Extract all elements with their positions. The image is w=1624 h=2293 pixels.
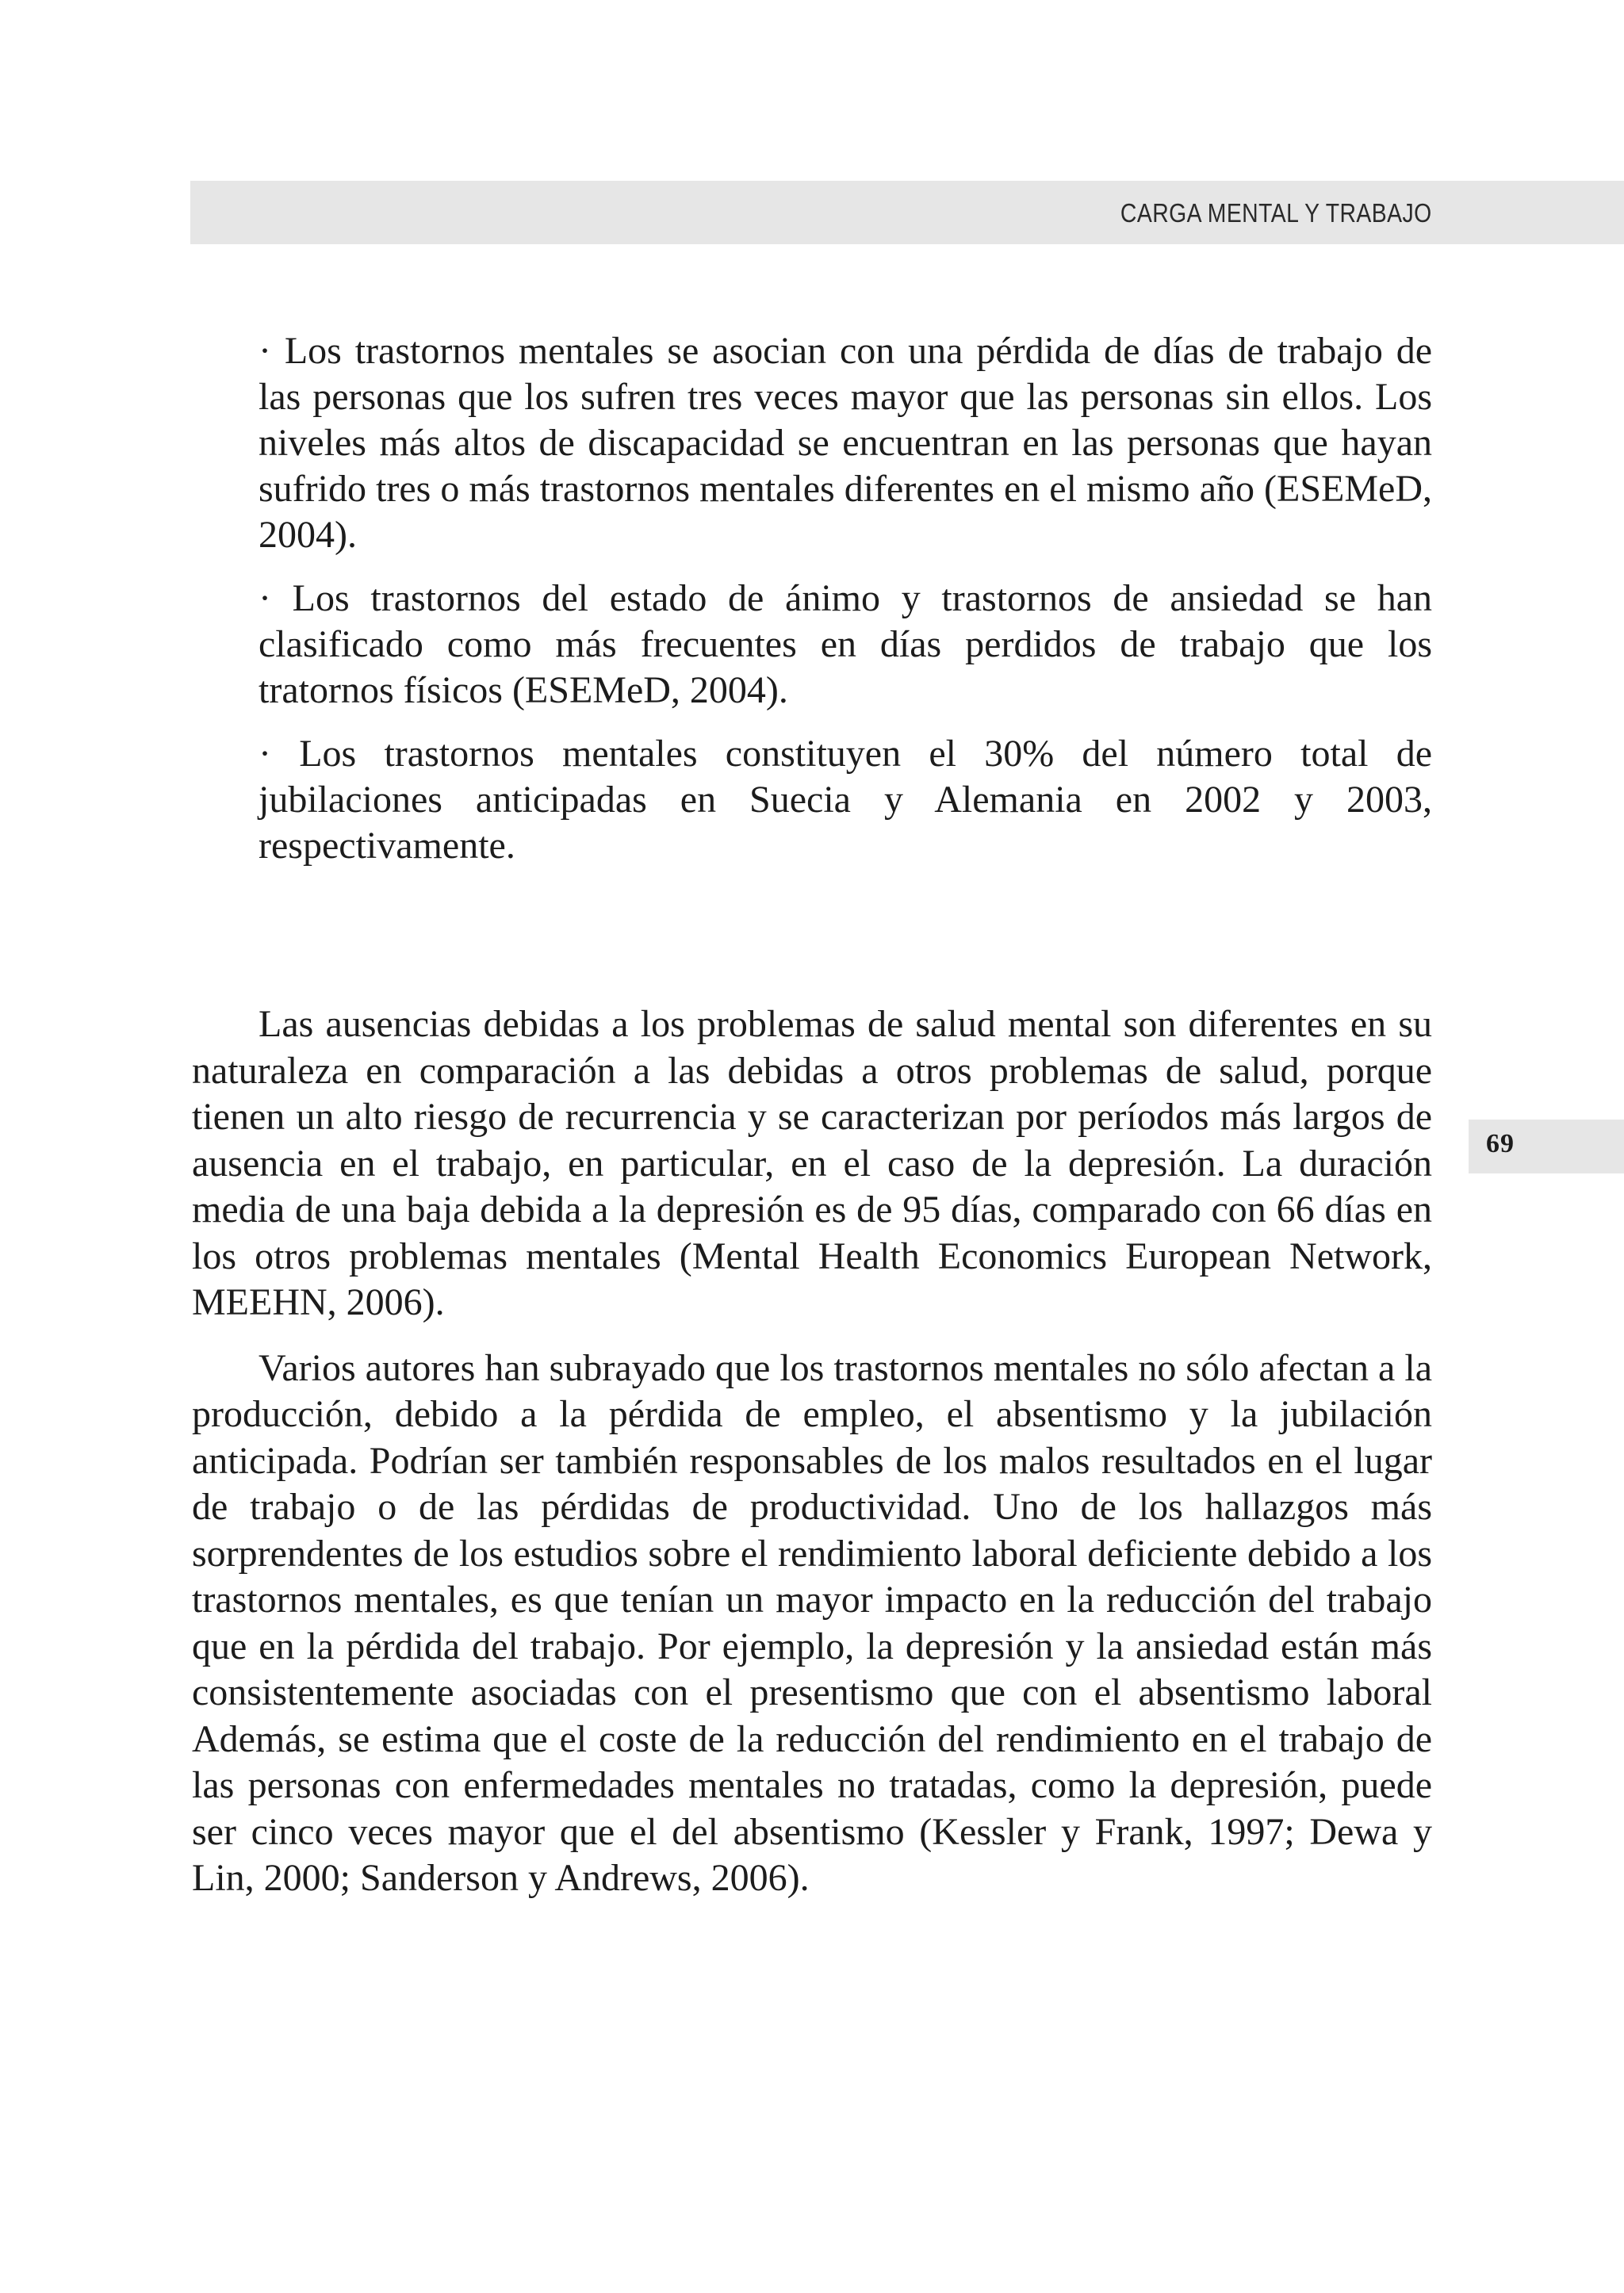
paragraph: Las ausencias debidas a los problemas de salud mental son diferentes en su naturaleza en comparación a las debidas a otros problemas de salud, porque tienen un alto riesgo de recurrencia y se caracterizan por períodos más largos de ausencia en el trabajo, en particular, en el caso de la depresión. La duración media de una baja debida a la depresión es de 95 días, comparado con 66 días en los otros problemas mentales (Mental Health Economics European Network, MEEHN, 2006). (192, 1003, 1432, 1323)
bullet-item: · Los trastornos mentales constituyen el 30% del número total de jubilaciones anticipadas en Suecia y Alemania en 2002 y 2003, respectivamente. (259, 733, 1432, 867)
page-number-tab (1469, 1120, 1624, 1173)
bullet-item: · Los trastornos del estado de ánimo y trastornos de ansiedad se han clasificado como más frecuentes en días perdidos de trabajo que los tratornos físicos (ESEMeD, 2004). (259, 577, 1432, 711)
bullet-item: · Los trastornos mentales se asocian con una pérdida de días de trabajo de las personas que los sufren tres veces mayor que las personas sin ellos. Los niveles más altos de discapacidad se encuentran en las personas que hayan sufrido tres o más trastornos mentales diferentes en el mismo año (ESEMeD, 2004). (259, 330, 1432, 556)
running-header (190, 181, 1624, 244)
running-header-title: CARGA MENTAL Y TRABAJO (1120, 198, 1432, 228)
page-number: 69 (1486, 1129, 1515, 1158)
paragraph: Varios autores han subrayado que los trastornos mentales no sólo afectan a la producción, debido a la pérdida de empleo, el absentismo y la jubilación anticipada. Podrían ser también responsables de los malos resultados en el lugar de trabajo o de las pérdidas de productividad. Uno de los hallazgos más sorprendentes de los estudios sobre el rendimiento laboral deficiente debido a los trastornos mentales, es que tenían un mayor impacto en la reducción del trabajo que en la pérdida del trabajo. Por ejemplo, la depresión y la ansiedad están más consistentemente asociadas con el presentismo que con el absentismo laboral Además, se estima que el coste de la reducción del rendimiento en el trabajo de las personas con enfermedades mentales no tratadas, como la depresión, puede ser cinco veces mayor que el del absentismo (Kessler y Frank, 1997; Dewa y Lin, 2000; Sanderson y Andrews, 2006). (192, 1346, 1432, 1899)
bullet-list (259, 328, 1432, 886)
body-text (192, 1001, 1432, 1921)
